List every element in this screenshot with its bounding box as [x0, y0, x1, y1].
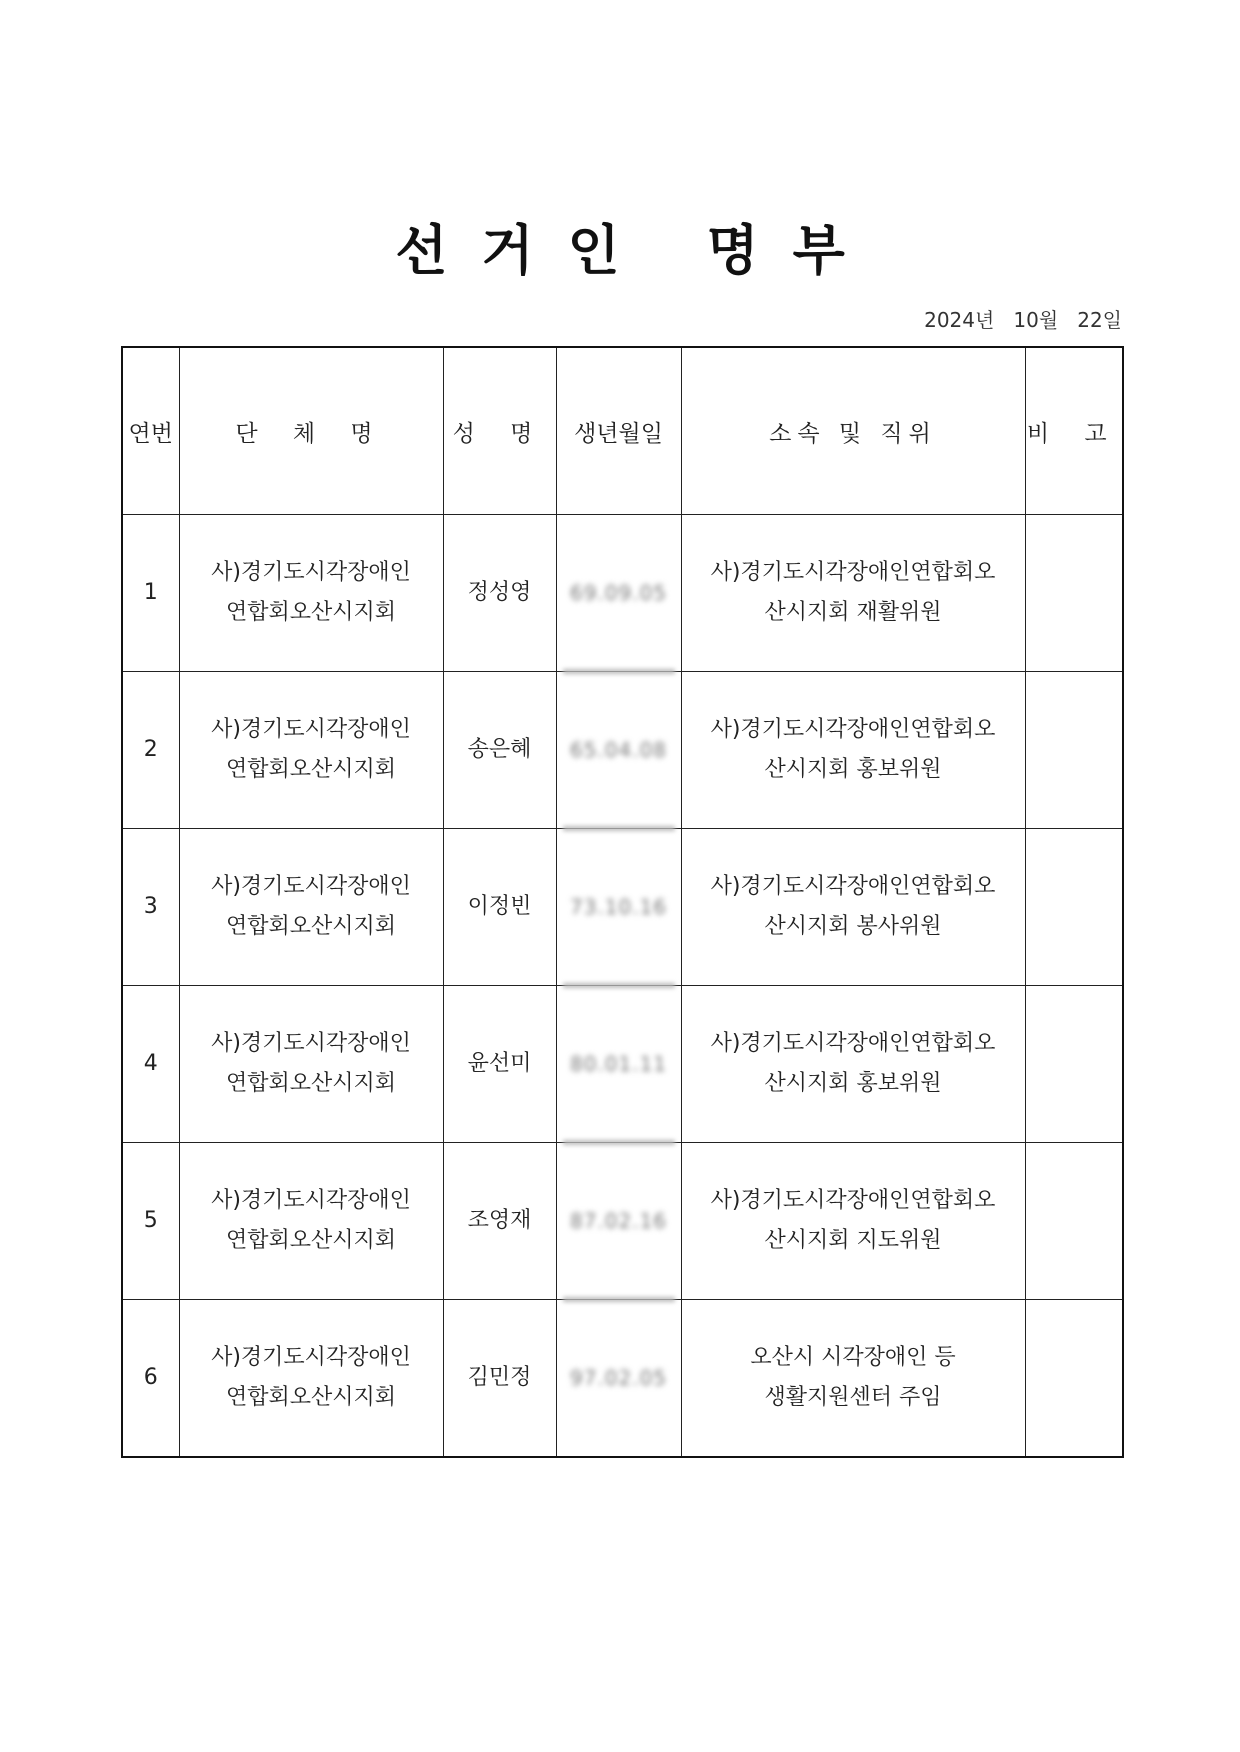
table-row	[122, 1143, 1123, 1300]
row-org-line2: 연합회오산시지회	[225, 1228, 397, 1253]
row-position-line2: 산시지회 봉사위원	[764, 914, 942, 939]
table-row	[122, 986, 1123, 1143]
row-name: 송은혜	[443, 672, 556, 829]
row-birth-value: 97.02.05	[569, 1365, 668, 1390]
row-org-line1: 사)경기도시각장애인	[211, 1345, 411, 1370]
row-name: 윤선미	[443, 986, 556, 1143]
row-no: 6	[122, 1300, 179, 1458]
header-no: 연번	[122, 347, 179, 515]
row-note	[1025, 1300, 1123, 1458]
row-org-line1: 사)경기도시각장애인	[211, 1031, 411, 1056]
row-org	[179, 986, 443, 1143]
row-position	[681, 672, 1025, 829]
header-org: 단 체 명	[179, 347, 443, 515]
row-no: 4	[122, 986, 179, 1143]
header-note: 비 고	[1025, 347, 1123, 515]
row-birth	[556, 515, 681, 672]
row-birth	[556, 1143, 681, 1300]
row-org-line2: 연합회오산시지회	[225, 1385, 397, 1410]
row-position-line1: 사)경기도시각장애인연합회오	[710, 560, 996, 585]
table-row	[122, 829, 1123, 986]
row-name: 김민정	[443, 1300, 556, 1458]
row-no: 3	[122, 829, 179, 986]
row-note	[1025, 986, 1123, 1143]
row-birth	[556, 829, 681, 986]
row-org-line1: 사)경기도시각장애인	[211, 1188, 411, 1213]
row-org	[179, 515, 443, 672]
header-name: 성 명	[443, 347, 556, 515]
row-org-line2: 연합회오산시지회	[225, 1071, 397, 1096]
table-row	[122, 1300, 1123, 1458]
row-name: 이정빈	[443, 829, 556, 986]
row-note	[1025, 829, 1123, 986]
table-row	[122, 515, 1123, 672]
table-header-row	[122, 347, 1123, 515]
row-name: 조영재	[443, 1143, 556, 1300]
row-org-line1: 사)경기도시각장애인	[211, 717, 411, 742]
row-birth	[556, 1300, 681, 1458]
row-position-line1: 사)경기도시각장애인연합회오	[710, 1031, 996, 1056]
row-position	[681, 515, 1025, 672]
row-birth-value: 80.01.11	[569, 1051, 668, 1076]
row-org	[179, 829, 443, 986]
row-position-line2: 산시지회 지도위원	[764, 1228, 942, 1253]
row-note	[1025, 1143, 1123, 1300]
row-org	[179, 672, 443, 829]
row-birth	[556, 672, 681, 829]
row-note	[1025, 515, 1123, 672]
row-name: 정성영	[443, 515, 556, 672]
row-org-line1: 사)경기도시각장애인	[211, 874, 411, 899]
row-position-line1: 사)경기도시각장애인연합회오	[710, 717, 996, 742]
row-position-line2: 산시지회 홍보위원	[764, 757, 942, 782]
row-position-line1: 사)경기도시각장애인연합회오	[710, 874, 996, 899]
row-position-line1: 오산시 시각장애인 등	[750, 1345, 956, 1370]
table-row	[122, 672, 1123, 829]
row-position-line2: 산시지회 홍보위원	[764, 1071, 942, 1096]
row-note	[1025, 672, 1123, 829]
row-birth	[556, 986, 681, 1143]
row-no: 1	[122, 515, 179, 672]
row-org-line1: 사)경기도시각장애인	[211, 560, 411, 585]
row-org	[179, 1300, 443, 1458]
document-date: 2024년 10월 22일	[924, 308, 1122, 332]
row-position-line2: 산시지회 재활위원	[764, 600, 942, 625]
row-position	[681, 1300, 1025, 1458]
row-no: 2	[122, 672, 179, 829]
row-birth-value: 73.10.16	[569, 894, 668, 919]
row-org-line2: 연합회오산시지회	[225, 757, 397, 782]
row-org-line2: 연합회오산시지회	[225, 600, 397, 625]
row-org-line2: 연합회오산시지회	[225, 914, 397, 939]
header-position: 소속 및 직위	[681, 347, 1025, 515]
row-org	[179, 1143, 443, 1300]
row-position-line1: 사)경기도시각장애인연합회오	[710, 1188, 996, 1213]
row-position	[681, 1143, 1025, 1300]
row-birth-value: 65.04.08	[569, 737, 668, 762]
row-birth-value: 87.02.16	[569, 1208, 668, 1233]
row-position	[681, 986, 1025, 1143]
row-no: 5	[122, 1143, 179, 1300]
row-position	[681, 829, 1025, 986]
header-birth: 생년월일	[556, 347, 681, 515]
document-title: 선거인 명부	[395, 219, 879, 282]
voter-roster-table	[121, 346, 1124, 1458]
row-position-line2: 생활지원센터 주임	[764, 1385, 942, 1410]
row-birth-value: 69.09.05	[569, 580, 668, 605]
